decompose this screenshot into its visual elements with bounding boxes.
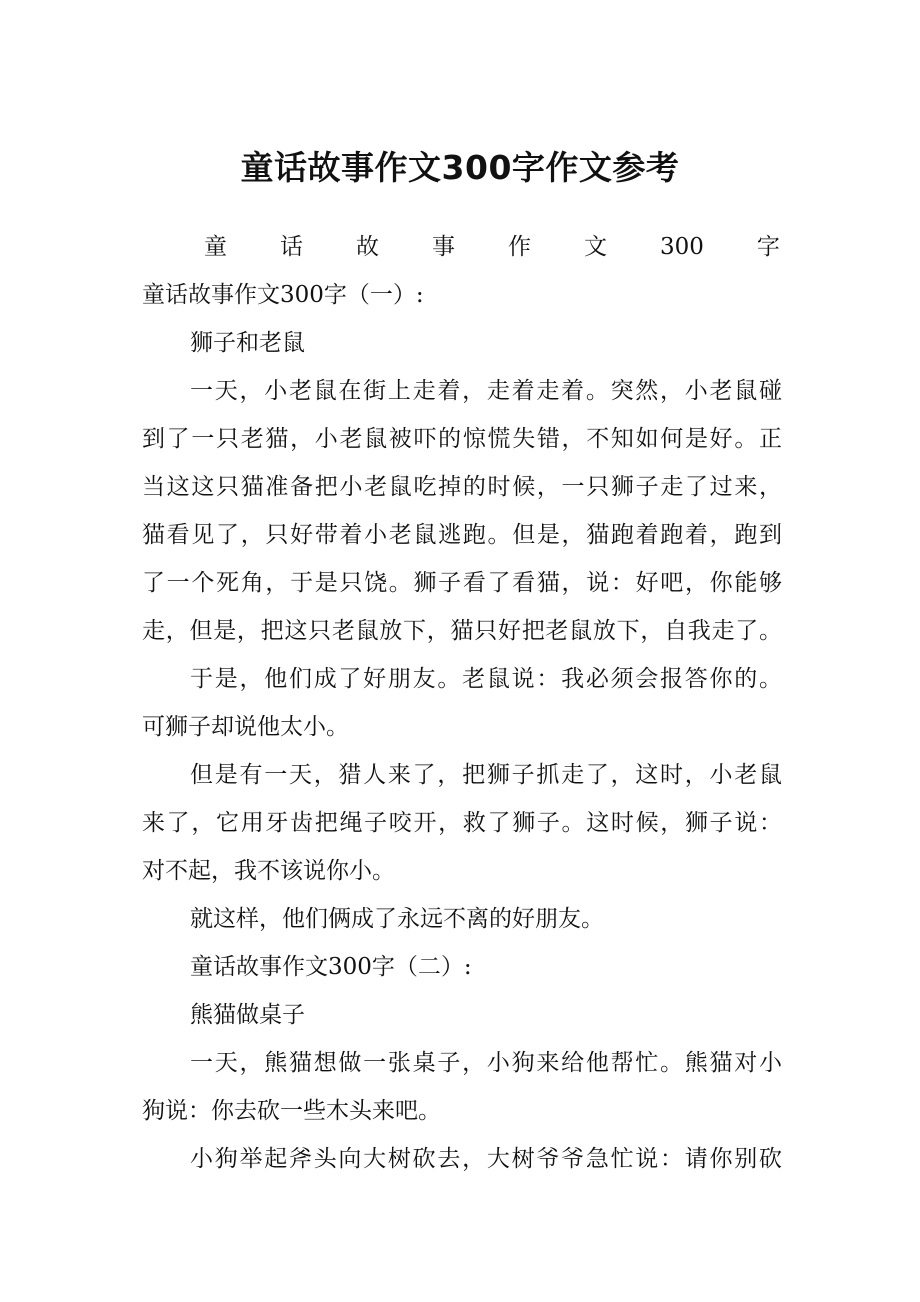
spread-char: 300 xyxy=(660,234,704,260)
spread-heading xyxy=(142,223,782,271)
section-heading-1: 童话故事作文300字（一）: xyxy=(142,282,424,308)
spread-char: 故 xyxy=(356,234,379,260)
spread-char: 话 xyxy=(280,234,303,260)
paragraph-line: 狗说：你去砍一些木头来吧。 xyxy=(142,1098,441,1124)
paragraph-line: 一天，小老鼠在街上走着，走着走着。突然，小老鼠碰 xyxy=(190,378,782,404)
paragraph-line: 到了一只老猫，小老鼠被吓的惊慌失错，不知如何是好。正 xyxy=(142,426,782,452)
paragraph-line: 当这这只猫准备把小老鼠吃掉的时候，一只狮子走了过来， xyxy=(142,474,782,500)
paragraph-line: 于是，他们成了好朋友。老鼠说：我必须会报答你的。 xyxy=(190,666,782,692)
paragraph-line: 但是有一天，猎人来了，把狮子抓走了，这时，小老鼠 xyxy=(190,762,782,788)
paragraph-line: 一天，熊猫想做一张桌子，小狗来给他帮忙。熊猫对小 xyxy=(190,1050,782,1076)
paragraph-line: 走，但是，把这只老鼠放下，猫只好把老鼠放下，自我走了。 xyxy=(142,618,782,644)
story-title-1: 狮子和老鼠 xyxy=(190,330,305,356)
paragraph-line: 猫看见了，只好带着小老鼠逃跑。但是，猫跑着跑着，跑到 xyxy=(142,522,782,548)
paragraph-line: 来了，它用牙齿把绳子咬开，救了狮子。这时候，狮子说： xyxy=(142,810,782,836)
document-title: 童话故事作文300字作文参考 xyxy=(240,148,680,187)
spread-char: 事 xyxy=(432,234,455,260)
spread-char: 作 xyxy=(508,234,531,260)
paragraph-line: 了一个死角，于是只饶。狮子看了看猫，说：好吧，你能够 xyxy=(142,570,782,596)
paragraph-line: 可狮子却说他太小。 xyxy=(142,714,349,740)
paragraph-line: 小狗举起斧头向大树砍去，大树爷爷急忙说：请你别砍 xyxy=(190,1146,782,1172)
spread-char: 字 xyxy=(756,234,780,260)
spread-char: 文 xyxy=(584,234,607,260)
spread-char: 童 xyxy=(204,234,227,260)
document-body xyxy=(142,223,782,1183)
paragraph-line: 就这样，他们俩成了永远不离的好朋友。 xyxy=(190,906,604,932)
section-heading-2: 童话故事作文300字（二）: xyxy=(190,954,472,980)
paragraph-line: 对不起，我不该说你小。 xyxy=(142,858,395,884)
story-title-2: 熊猫做桌子 xyxy=(190,1002,305,1028)
